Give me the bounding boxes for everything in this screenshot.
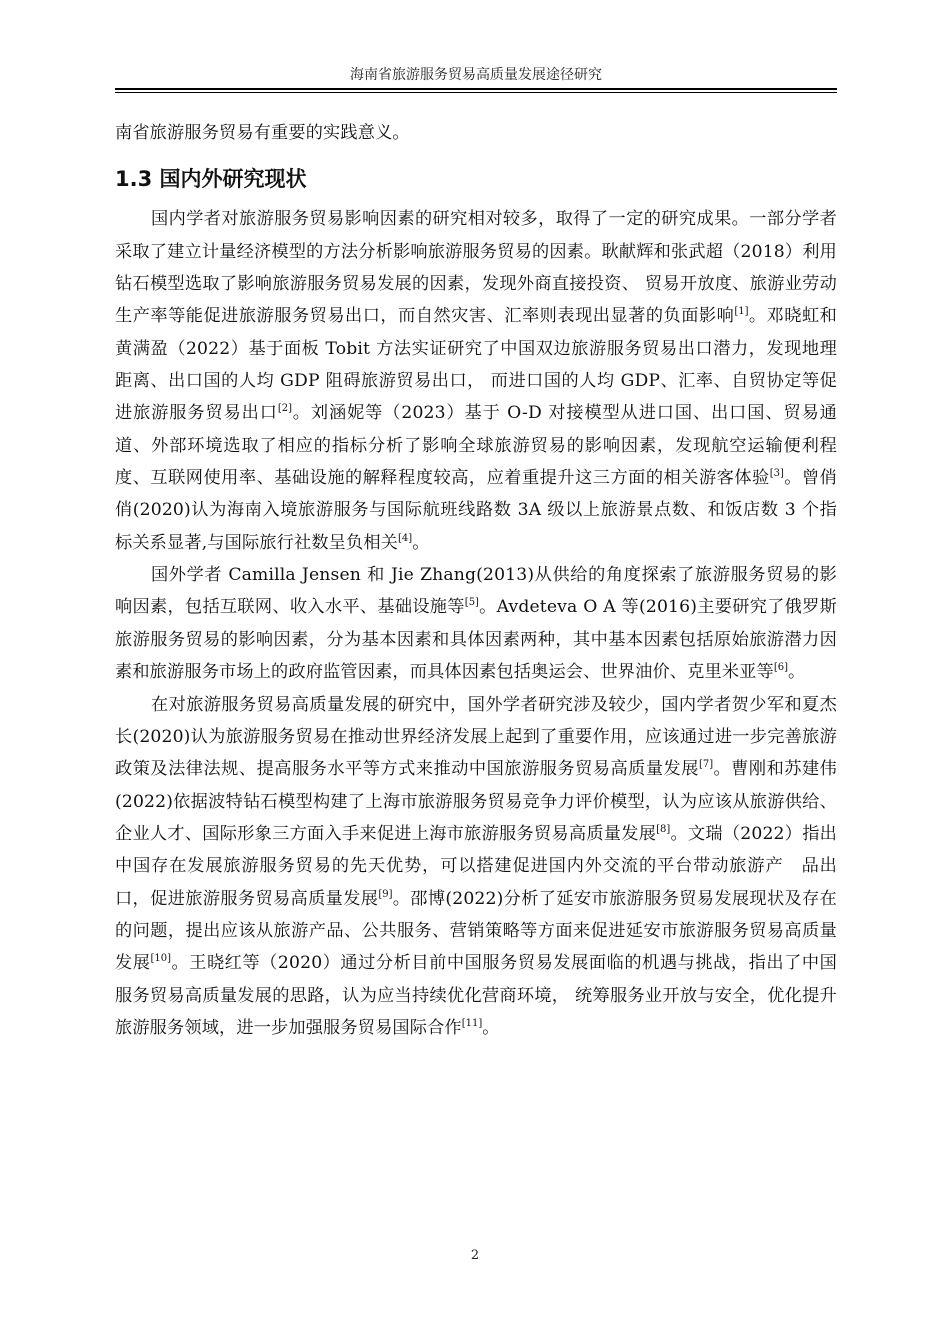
page-number: 2	[470, 1248, 480, 1263]
text-run: 国外学者 Camilla Jensen 和 Jie Zhang(2013)从供给的角度探索了旅游服务贸易的影响因素，包括互联网、收入水平、基础设施等	[115, 565, 837, 618]
text-run: 。邓晓虹和黄满盈（2022）基于面板 Tobit 方法实证研究了中国双边旅游服务贸易出口潜力，发现地理距离、出口国的人均 GDP 阻碍旅游贸易出口， 而进口国的人均 GDP、汇率、自贸协定等促进旅游服务贸易出口	[115, 306, 837, 424]
citation-3: [3]	[769, 468, 784, 480]
text-run: 。刘涵妮等（2023）基于 O-D 对接模型从进口国、出口国、贸易通道、外部环境选取了相应的指标分析了影响全球旅游贸易的影响因素，发现航空运输便利程度、互联网使用率、基础设施的解释程度较高，应着重提升这三方面的相关游客体验	[115, 403, 837, 489]
citation-11: [11]	[461, 1017, 483, 1029]
paragraph-high-quality-development	[115, 689, 837, 1045]
text-run: 。王晓红等（2020）通过分析目前中国服务贸易发展面临的机遇与挑战，指出了中国服务贸易高质量发展的思路，认为应当持续优化营商环境， 统筹服务业开放与安全，优化提升旅游服务领域，进一步加强服务贸易国际合作	[115, 953, 837, 1038]
paragraph-domestic-factors	[115, 203, 837, 559]
citation-4: [4]	[398, 532, 413, 544]
citation-8: [8]	[656, 823, 671, 835]
text-run: 在对旅游服务贸易高质量发展的研究中，国外学者研究涉及较少，国内学者贺少军和夏杰长(2020)认为旅游服务贸易在推动世界经济发展上起到了重要作用，应该通过进一步完善旅游政策及法律法规、提高服务水平等方式来推动中国旅游服务贸易高质量发展	[115, 694, 837, 780]
header-rule-secondary	[115, 92, 837, 93]
body-text	[115, 117, 837, 1044]
citation-2: [2]	[277, 403, 293, 415]
text-run: 。曹刚和苏建伟(2022)依据波特钻石模型构建了上海市旅游服务贸易竞争力评价模型，认为应该从旅游供给、企业人才、国际形象三方面入手来促进上海市旅游服务贸易高质量发展	[115, 759, 837, 844]
section-heading: 1.3 国内外研究现状	[115, 167, 307, 192]
paragraph-foreign-factors	[115, 559, 837, 688]
citation-1: [1]	[734, 306, 749, 318]
citation-9: [9]	[378, 888, 393, 900]
text-run: 。	[412, 532, 430, 553]
citation-6: [6]	[773, 662, 789, 674]
continuation-paragraph: 南省旅游服务贸易有重要的实践意义。	[115, 123, 410, 143]
text-run: 国内学者对旅游服务贸易影响因素的研究相对较多，取得了一定的研究成果。一部分学者采取了建立计量经济模型的方法分析影响旅游服务贸易的因素。耿献辉和张武超（2018）利用钻石模型选取了影响旅游服务贸易发展的因素，发现外商直接投资、 贸易开放度、旅游业劳动生产率等能促进旅游服务贸易出口，而自然灾害、汇率则表现出显著的负面影响	[115, 209, 837, 327]
text-run: 。	[788, 662, 806, 683]
text-run: 。	[482, 1017, 500, 1038]
text-run: 。Avdeteva O A 等(2016)主要研究了俄罗斯旅游服务贸易的影响因素，分为基本因素和具体因素两种，其中基本因素包括原始旅游潜力因素和旅游服务市场上的政府监管因素，而具体因素包括奥运会、世界油价、克里米亚等	[115, 597, 837, 683]
running-header-title: 海南省旅游服务贸易高质量发展途径研究	[350, 67, 602, 83]
text-run: 。邵博(2022)分析了延安市旅游服务贸易发展现状及存在的问题，提出应该从旅游产品、公共服务、营销策略等方面来促进延安市旅游服务贸易高质量发展	[115, 888, 837, 974]
citation-7: [7]	[698, 759, 714, 771]
citation-5: [5]	[464, 597, 479, 609]
text-run: 。文瑞（2022）指出中国存在发展旅游服务贸易的先天优势，可以搭建促进国内外交流的平台带动旅游产 品出口，促进旅游服务贸易高质量发展	[115, 823, 837, 909]
header-rule	[115, 88, 837, 90]
citation-10: [10]	[150, 953, 172, 965]
text-run: 。曾俏俏(2020)认为海南入境旅游服务与国际航班线路数 3A 级以上旅游景点数、和饭店数 3 个指标关系显著,与国际旅行社数呈负相关	[115, 468, 837, 553]
